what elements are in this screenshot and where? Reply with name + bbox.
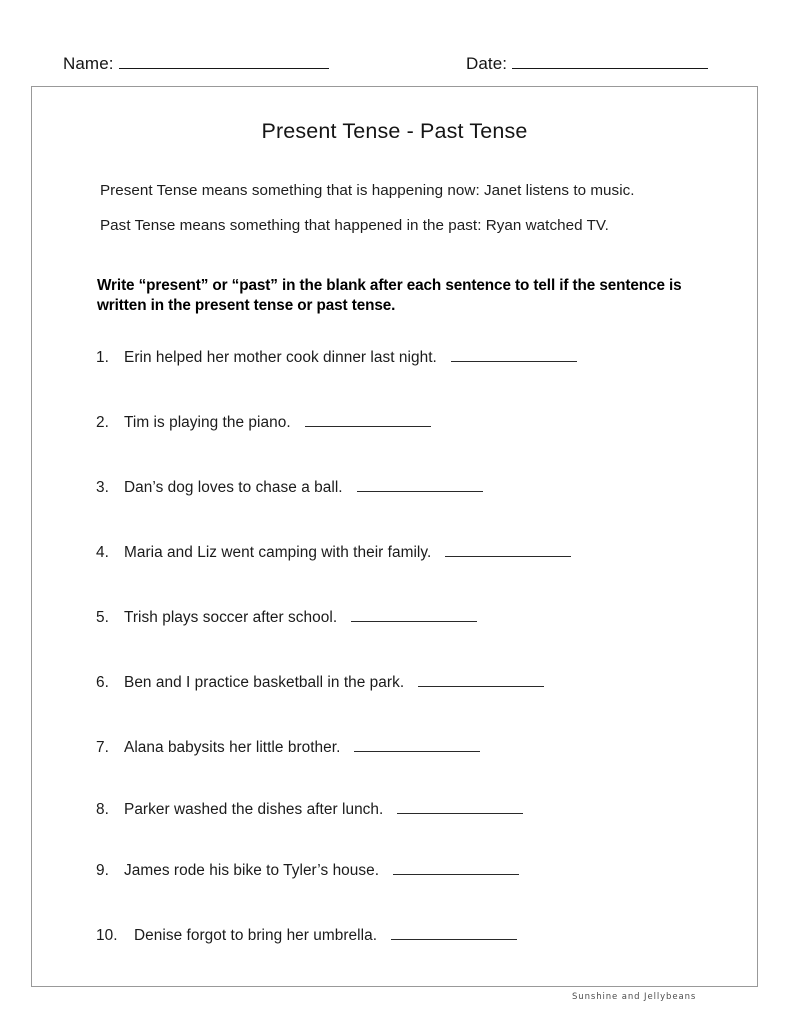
question-item <box>96 479 483 497</box>
page-title: Present Tense - Past Tense <box>261 119 528 143</box>
directions-text: Write “present” or “past” in the blank after each sentence to tell if the sentence is written in the present tense or past tense. <box>97 277 682 315</box>
question-number: 10. <box>96 927 118 944</box>
answer-blank[interactable] <box>351 609 477 622</box>
question-text: Trish plays soccer after school. <box>124 609 338 626</box>
question-item <box>96 609 477 627</box>
question-text: Dan’s dog loves to chase a ball. <box>124 479 343 496</box>
question-number: 3. <box>96 479 109 496</box>
question-item <box>96 739 480 757</box>
question-text: Tim is playing the piano. <box>124 414 291 431</box>
answer-blank[interactable] <box>391 927 517 940</box>
question-item <box>96 862 519 880</box>
question-number: 7. <box>96 739 109 756</box>
question-number: 9. <box>96 862 109 879</box>
definition-present-tense: Present Tense means something that is happening now: Janet listens to music. <box>100 182 635 199</box>
question-number: 1. <box>96 349 109 366</box>
date-label: Date: <box>466 54 508 73</box>
answer-blank[interactable] <box>418 674 544 687</box>
question-text: Erin helped her mother cook dinner last night. <box>124 349 437 366</box>
answer-blank[interactable] <box>354 739 480 752</box>
question-text: James rode his bike to Tyler’s house. <box>124 862 380 879</box>
answer-blank[interactable] <box>357 479 483 492</box>
name-write-line[interactable] <box>119 55 329 69</box>
question-item <box>96 349 577 367</box>
question-item <box>96 801 523 819</box>
question-text: Parker washed the dishes after lunch. <box>124 801 384 818</box>
date-write-line[interactable] <box>512 55 708 69</box>
answer-blank[interactable] <box>305 414 431 427</box>
question-text: Maria and Liz went camping with their family. <box>124 544 432 561</box>
question-number: 2. <box>96 414 109 431</box>
name-field[interactable] <box>63 54 329 74</box>
header-fields <box>0 54 791 80</box>
answer-blank[interactable] <box>397 801 523 814</box>
question-item <box>96 544 571 562</box>
answer-blank[interactable] <box>451 349 577 362</box>
question-text: Alana babysits her little brother. <box>124 739 341 756</box>
worksheet-border-box <box>31 86 758 987</box>
answer-blank[interactable] <box>393 862 519 875</box>
question-item <box>96 414 431 432</box>
definition-past-tense: Past Tense means something that happened in the past: Ryan watched TV. <box>100 217 609 234</box>
footer-credit: Sunshine and Jellybeans <box>572 992 697 1002</box>
question-number: 4. <box>96 544 109 561</box>
date-field[interactable] <box>466 54 708 74</box>
question-number: 5. <box>96 609 109 626</box>
question-text: Ben and I practice basketball in the park. <box>124 674 405 691</box>
name-label: Name: <box>63 54 114 73</box>
answer-blank[interactable] <box>445 544 571 557</box>
question-number: 6. <box>96 674 109 691</box>
question-item <box>96 927 517 945</box>
question-number: 8. <box>96 801 109 818</box>
question-item <box>96 674 544 692</box>
question-text: Denise forgot to bring her umbrella. <box>134 927 378 944</box>
